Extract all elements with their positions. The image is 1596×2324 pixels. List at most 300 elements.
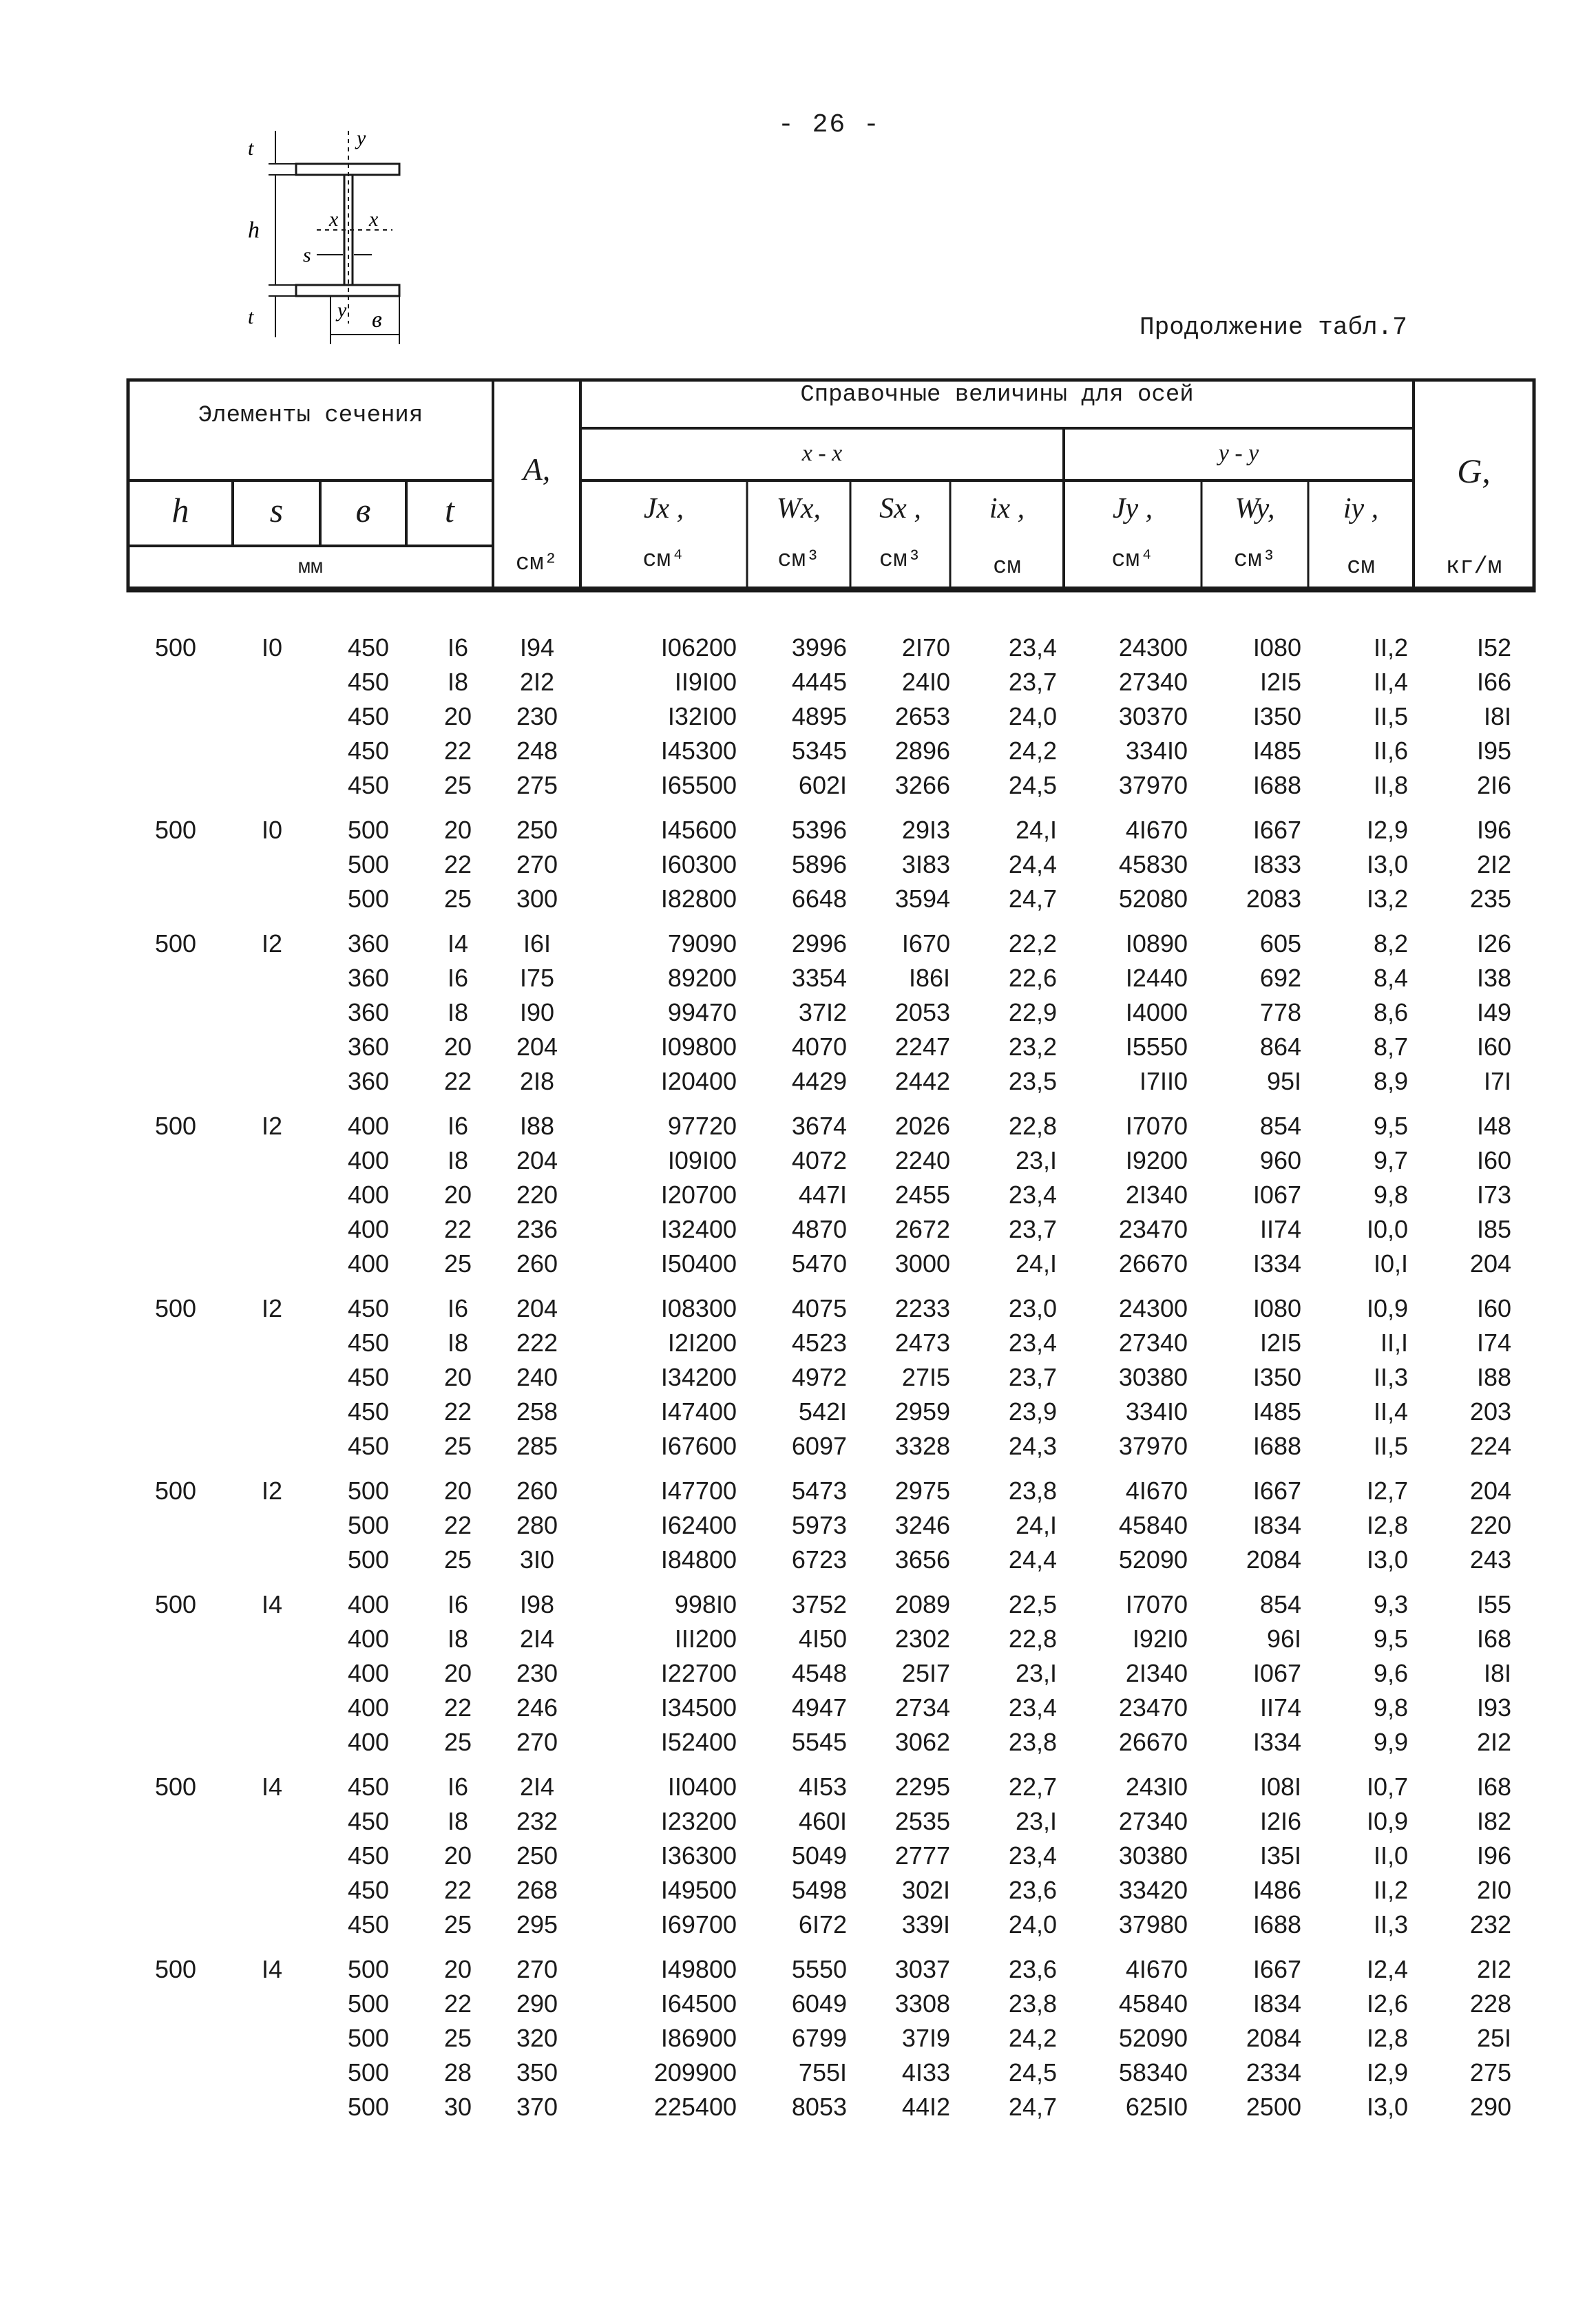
table-cell-Sx: 2535 <box>894 1807 950 1835</box>
table-cell-A: 280 <box>516 1511 558 1539</box>
table-cell-t: 22 <box>443 1397 472 1426</box>
table-cell-Jy: 30380 <box>1118 1363 1188 1391</box>
table-cell-t: I8 <box>447 1146 469 1174</box>
table-cell-Sx: 2026 <box>894 1112 950 1140</box>
table-cell-Jy: 243I0 <box>1125 1773 1188 1801</box>
table-cell-iy: II,I <box>1380 1329 1408 1357</box>
table-cell-Wx: 6799 <box>791 2024 847 2052</box>
group-s: I2 <box>261 1112 283 1140</box>
table-cell-t: I8 <box>447 1329 469 1357</box>
table-cell-ix: 22,7 <box>1008 1773 1057 1801</box>
table-cell-Jx: I49500 <box>660 1876 737 1904</box>
table-cell-Wy: I067 <box>1252 1659 1301 1687</box>
table-cell-A: 270 <box>516 1728 558 1756</box>
table-cell-t: I8 <box>447 1625 469 1653</box>
table-cell-A: I90 <box>519 998 555 1026</box>
table-cell-iy: 8,4 <box>1373 964 1408 992</box>
table-cell-A: I75 <box>519 964 555 992</box>
table-cell-Wy: 2083 <box>1246 885 1301 913</box>
table-cell-G: I60 <box>1476 1146 1511 1174</box>
table-cell-iy: II,6 <box>1373 737 1408 765</box>
table-cell-Jx: I86900 <box>660 2024 737 2052</box>
table-cell-t: 25 <box>443 885 472 913</box>
table-cell-Wx: 6648 <box>791 885 847 913</box>
header-iy: iy , <box>1343 493 1379 525</box>
table-cell-Jx: I69700 <box>660 1910 737 1939</box>
table-cell-G: I48 <box>1476 1112 1511 1140</box>
table-cell-ix: 24,2 <box>1008 737 1057 765</box>
table-cell-b: 500 <box>347 816 390 844</box>
table-cell-Jx: 209900 <box>653 2058 737 2087</box>
table-cell-b: 450 <box>347 771 390 799</box>
table-cell-iy: I0,7 <box>1366 1773 1408 1801</box>
table-cell-Sx: 3308 <box>894 1989 950 2018</box>
table-cell-iy: I2,8 <box>1366 1511 1408 1539</box>
table-cell-Sx: 3266 <box>894 771 950 799</box>
table-cell-Wx: 602I <box>798 771 847 799</box>
table-cell-iy: II,2 <box>1373 633 1408 662</box>
table-cell-iy: I0,9 <box>1366 1294 1408 1322</box>
table-cell-iy: II,5 <box>1373 1432 1408 1460</box>
table-cell-iy: I0,9 <box>1366 1807 1408 1835</box>
table-cell-Jy: I4000 <box>1125 998 1188 1026</box>
table-cell-Jy: 45830 <box>1118 850 1188 878</box>
group-s: I0 <box>261 816 283 844</box>
table-cell-iy: I3,0 <box>1366 2093 1408 2121</box>
group-h: 500 <box>154 816 197 844</box>
table-cell-A: 250 <box>516 1841 558 1870</box>
table-cell-ix: 23,7 <box>1008 1215 1057 1243</box>
table-cell-Jx: I20700 <box>660 1181 737 1209</box>
table-cell-ix: 23,6 <box>1008 1876 1057 1904</box>
table-cell-Jx: I45600 <box>660 816 737 844</box>
table-cell-iy: 9,7 <box>1373 1146 1408 1174</box>
table-cell-Wx: 5973 <box>791 1511 847 1539</box>
table-cell-Jx: 225400 <box>653 2093 737 2121</box>
table-cell-b: 500 <box>347 2093 390 2121</box>
table-cell-A: 220 <box>516 1181 558 1209</box>
table-cell-Sx: 3I83 <box>901 850 950 878</box>
table-cell-Wy: I2I6 <box>1259 1807 1301 1835</box>
table-cell-t: 22 <box>443 850 472 878</box>
table-cell-Jx: III200 <box>674 1625 737 1653</box>
table-cell-Jx: I23200 <box>660 1807 737 1835</box>
table-cell-A: 295 <box>516 1910 558 1939</box>
table-cell-A: 248 <box>516 737 558 765</box>
table-cell-G: I85 <box>1476 1215 1511 1243</box>
table-cell-b: 400 <box>347 1146 390 1174</box>
table-cell-Jy: 4I670 <box>1125 1477 1188 1505</box>
diagram-label-x-left: x <box>329 208 339 231</box>
table-cell-Jy: 334I0 <box>1125 737 1188 765</box>
table-cell-b: 400 <box>347 1625 390 1653</box>
table-cell-iy: 8,2 <box>1373 929 1408 958</box>
table-cell-Wx: 4445 <box>791 668 847 696</box>
table-cell-A: 204 <box>516 1033 558 1061</box>
table-cell-b: 450 <box>347 1773 390 1801</box>
table-cell-Jy: I92I0 <box>1132 1625 1188 1653</box>
table-cell-A: 240 <box>516 1363 558 1391</box>
table-cell-b: 360 <box>347 929 390 958</box>
table-cell-iy: 9,8 <box>1373 1693 1408 1722</box>
table-cell-iy: 9,9 <box>1373 1728 1408 1756</box>
table-cell-ix: 22,9 <box>1008 998 1057 1026</box>
table-cell-G: 228 <box>1469 1989 1511 2018</box>
table-cell-Jy: I2440 <box>1125 964 1188 992</box>
table-cell-Wy: 95I <box>1266 1067 1301 1095</box>
table-cell-Jy: 52090 <box>1118 1545 1188 1574</box>
table-cell-iy: II,3 <box>1373 1910 1408 1939</box>
table-cell-G: I38 <box>1476 964 1511 992</box>
table-cell-b: 450 <box>347 1294 390 1322</box>
table-cell-G: I82 <box>1476 1807 1511 1835</box>
header-axis-y: y - y <box>1218 441 1259 466</box>
table-cell-Jy: 26670 <box>1118 1728 1188 1756</box>
table-cell-ix: 24,7 <box>1008 885 1057 913</box>
table-cell-Sx: 2896 <box>894 737 950 765</box>
table-cell-iy: I2,7 <box>1366 1477 1408 1505</box>
table-cell-Jx: II0400 <box>667 1773 737 1801</box>
table-cell-t: 25 <box>443 1910 472 1939</box>
table-caption: Продолжение табл.7 <box>1140 313 1407 341</box>
table-cell-Jx: I34500 <box>660 1693 737 1722</box>
table-cell-Jx: I20400 <box>660 1067 737 1095</box>
table-cell-ix: 23,I <box>1015 1807 1057 1835</box>
table-cell-Jx: 97720 <box>667 1112 737 1140</box>
table-cell-b: 500 <box>347 1545 390 1574</box>
table-cell-Jy: I9200 <box>1125 1146 1188 1174</box>
table-cell-Wy: I486 <box>1252 1876 1301 1904</box>
table-cell-Sx: 2I70 <box>901 633 950 662</box>
table-cell-t: 20 <box>443 1477 472 1505</box>
table-cell-Sx: 2734 <box>894 1693 950 1722</box>
table-cell-Sx: 2975 <box>894 1477 950 1505</box>
header-unit-area: см² <box>515 551 558 577</box>
table-cell-b: 500 <box>347 850 390 878</box>
table-cell-Sx: 3246 <box>894 1511 950 1539</box>
table-cell-Jy: I7070 <box>1125 1112 1188 1140</box>
table-cell-Jx: 89200 <box>667 964 737 992</box>
table-cell-Wx: 4947 <box>791 1693 847 1722</box>
table-cell-G: I60 <box>1476 1033 1511 1061</box>
header-ix: ix , <box>989 493 1025 525</box>
table-cell-iy: I3,0 <box>1366 850 1408 878</box>
table-cell-Sx: 2959 <box>894 1397 950 1426</box>
table-cell-b: 450 <box>347 1363 390 1391</box>
table-cell-Jy: 37970 <box>1118 771 1188 799</box>
table-cell-t: 20 <box>443 1363 472 1391</box>
group-s: I2 <box>261 1294 283 1322</box>
diagram-label-y-bottom: y <box>337 299 347 321</box>
table-cell-Sx: 3000 <box>894 1249 950 1278</box>
table-cell-A: 270 <box>516 1955 558 1983</box>
table-cell-A: 222 <box>516 1329 558 1357</box>
table-cell-Wx: 4072 <box>791 1146 847 1174</box>
table-cell-t: I6 <box>447 1590 469 1618</box>
table-cell-t: 25 <box>443 1545 472 1574</box>
table-cell-G: 2I0 <box>1476 1876 1511 1904</box>
table-cell-Wx: 4070 <box>791 1033 847 1061</box>
table-cell-Wy: I667 <box>1252 1955 1301 1983</box>
table-cell-t: 22 <box>443 1511 472 1539</box>
table-cell-Wy: 692 <box>1259 964 1301 992</box>
table-cell-ix: 22,8 <box>1008 1625 1057 1653</box>
table-cell-b: 400 <box>347 1181 390 1209</box>
table-cell-Wy: 778 <box>1259 998 1301 1026</box>
table-cell-b: 450 <box>347 737 390 765</box>
table-cell-A: I6I <box>523 929 552 958</box>
table-cell-Jx: I08300 <box>660 1294 737 1322</box>
table-cell-Sx: 3328 <box>894 1432 950 1460</box>
table-cell-b: 450 <box>347 1329 390 1357</box>
table-cell-b: 450 <box>347 1397 390 1426</box>
table-cell-ix: 24,0 <box>1008 1910 1057 1939</box>
table-cell-t: I6 <box>447 1112 469 1140</box>
table-cell-b: 450 <box>347 633 390 662</box>
table-cell-Jy: 37970 <box>1118 1432 1188 1460</box>
table-cell-Sx: 37I9 <box>901 2024 950 2052</box>
header-b: в <box>355 491 371 529</box>
table-cell-b: 500 <box>347 1955 390 1983</box>
table-cell-ix: 23,7 <box>1008 1363 1057 1391</box>
table-cell-t: I6 <box>447 964 469 992</box>
table-cell-b: 400 <box>347 1215 390 1243</box>
table-cell-b: 400 <box>347 1728 390 1756</box>
table-cell-Sx: 2053 <box>894 998 950 1026</box>
table-cell-G: I7I <box>1483 1067 1511 1095</box>
table-cell-Jx: I2I200 <box>667 1329 737 1357</box>
table-cell-iy: 9,5 <box>1373 1112 1408 1140</box>
table-cell-Jx: I36300 <box>660 1841 737 1870</box>
table-cell-Sx: 2653 <box>894 702 950 730</box>
table-cell-Jy: 4I670 <box>1125 816 1188 844</box>
table-cell-Jx: I47400 <box>660 1397 737 1426</box>
table-cell-ix: 24,5 <box>1008 771 1057 799</box>
table-cell-A: 230 <box>516 1659 558 1687</box>
header-h: h <box>171 491 189 529</box>
table-cell-b: 500 <box>347 1477 390 1505</box>
table-cell-b: 500 <box>347 2024 390 2052</box>
table-cell-b: 450 <box>347 1876 390 1904</box>
table-cell-Wx: 3674 <box>791 1112 847 1140</box>
table-cell-G: 2I2 <box>1476 1955 1511 1983</box>
table-cell-Sx: 2473 <box>894 1329 950 1357</box>
table-cell-Jx: I32400 <box>660 1215 737 1243</box>
table-cell-b: 400 <box>347 1659 390 1687</box>
header-reference: Справочные величины для осей <box>800 382 1194 408</box>
table-cell-ix: 23,I <box>1015 1659 1057 1687</box>
header-t: t <box>445 491 454 529</box>
header-Sx: Sx , <box>879 493 921 525</box>
table-cell-b: 500 <box>347 885 390 913</box>
table-cell-ix: 23,I <box>1015 1146 1057 1174</box>
table-cell-ix: 24,2 <box>1008 2024 1057 2052</box>
table-cell-Jy: I5550 <box>1125 1033 1188 1061</box>
table-cell-G: I49 <box>1476 998 1511 1026</box>
table-cell-Sx: 2233 <box>894 1294 950 1322</box>
table-cell-Wx: 5345 <box>791 737 847 765</box>
table-cell-iy: I3,0 <box>1366 1545 1408 1574</box>
table-cell-A: 260 <box>516 1477 558 1505</box>
table-cell-t: 20 <box>443 1841 472 1870</box>
diagram-label-x-right: x <box>369 208 379 231</box>
table-cell-t: I6 <box>447 1773 469 1801</box>
table-cell-ix: 23,6 <box>1008 1955 1057 1983</box>
table-cell-Sx: 3594 <box>894 885 950 913</box>
table-cell-Wx: 5545 <box>791 1728 847 1756</box>
table-cell-A: I98 <box>519 1590 555 1618</box>
group-h: 500 <box>154 1590 197 1618</box>
table-cell-Jy: 52080 <box>1118 885 1188 913</box>
table-cell-Jx: I52400 <box>660 1728 737 1756</box>
table-cell-Jx: I49800 <box>660 1955 737 1983</box>
table-cell-Sx: 27I5 <box>901 1363 950 1391</box>
table-cell-A: 2I8 <box>519 1067 555 1095</box>
table-cell-Wx: 4870 <box>791 1215 847 1243</box>
table-cell-Jy: 45840 <box>1118 1989 1188 2018</box>
table-cell-Wy: I833 <box>1252 850 1301 878</box>
header-unit-Jy: см⁴ <box>1111 547 1154 573</box>
table-cell-Wx: 3996 <box>791 633 847 662</box>
table-cell-t: 20 <box>443 1659 472 1687</box>
table-cell-b: 400 <box>347 1590 390 1618</box>
table-cell-Jy: I0890 <box>1125 929 1188 958</box>
table-cell-t: 30 <box>443 2093 472 2121</box>
table-cell-A: 350 <box>516 2058 558 2087</box>
table-cell-G: 2I2 <box>1476 1728 1511 1756</box>
group-h: 500 <box>154 1955 197 1983</box>
table-cell-t: 22 <box>443 1876 472 1904</box>
group-s: I0 <box>261 633 283 662</box>
table-cell-ix: 23,4 <box>1008 1693 1057 1722</box>
table-cell-Wy: 854 <box>1259 1590 1301 1618</box>
table-cell-G: I73 <box>1476 1181 1511 1209</box>
table-cell-Jy: 45840 <box>1118 1511 1188 1539</box>
table-cell-t: 22 <box>443 737 472 765</box>
table-cell-b: 500 <box>347 1989 390 2018</box>
table-cell-A: 3I0 <box>519 1545 555 1574</box>
table-cell-Jy: 24300 <box>1118 1294 1188 1322</box>
table-cell-Wy: I080 <box>1252 633 1301 662</box>
table-cell-iy: I2,6 <box>1366 1989 1408 2018</box>
table-cell-A: 258 <box>516 1397 558 1426</box>
table-cell-Wx: 5550 <box>791 1955 847 1983</box>
table-cell-Wy: I688 <box>1252 1432 1301 1460</box>
table-cell-Wx: 5896 <box>791 850 847 878</box>
table-cell-ix: 23,5 <box>1008 1067 1057 1095</box>
group-h: 500 <box>154 1294 197 1322</box>
table-cell-b: 500 <box>347 1511 390 1539</box>
table-cell-Jy: 625I0 <box>1125 2093 1188 2121</box>
table-cell-iy: II,2 <box>1373 1876 1408 1904</box>
group-s: I2 <box>261 1477 283 1505</box>
table-cell-G: I68 <box>1476 1625 1511 1653</box>
group-s: I4 <box>261 1590 283 1618</box>
table-cell-Sx: I86I <box>908 964 950 992</box>
table-cell-G: 203 <box>1469 1397 1511 1426</box>
table-cell-Sx: 2442 <box>894 1067 950 1095</box>
header-axis-x: x - x <box>801 441 843 466</box>
table-cell-Wx: 8053 <box>791 2093 847 2121</box>
diagram-label-t-top: t <box>248 137 254 160</box>
table-cell-Wx: 5049 <box>791 1841 847 1870</box>
table-cell-Wy: I067 <box>1252 1181 1301 1209</box>
table-cell-A: 270 <box>516 850 558 878</box>
table-cell-G: 220 <box>1469 1511 1511 1539</box>
table-cell-Wx: 542I <box>798 1397 847 1426</box>
table-cell-Wy: I35I <box>1259 1841 1301 1870</box>
table-cell-Sx: 2240 <box>894 1146 950 1174</box>
diagram-label-t-bottom: t <box>248 306 254 328</box>
table-cell-t: I4 <box>447 929 469 958</box>
table-cell-Jx: I60300 <box>660 850 737 878</box>
table-cell-Jx: I32I00 <box>667 702 737 730</box>
table-cell-ix: 23,4 <box>1008 1181 1057 1209</box>
header-unit-mm: мм <box>297 556 323 580</box>
table-cell-Wx: 5470 <box>791 1249 847 1278</box>
table-cell-Sx: 25I7 <box>901 1659 950 1687</box>
table-cell-ix: 23,2 <box>1008 1033 1057 1061</box>
table-cell-G: 2I6 <box>1476 771 1511 799</box>
diagram-label-y: y <box>357 127 366 149</box>
table-cell-Wx: 6I72 <box>798 1910 847 1939</box>
table-cell-A: 300 <box>516 885 558 913</box>
table-cell-Jy: 52090 <box>1118 2024 1188 2052</box>
table-cell-Wx: 5498 <box>791 1876 847 1904</box>
table-cell-Wy: I334 <box>1252 1728 1301 1756</box>
table-cell-Wy: 854 <box>1259 1112 1301 1140</box>
table-cell-ix: 22,6 <box>1008 964 1057 992</box>
table-cell-Jx: 998I0 <box>674 1590 737 1618</box>
table-cell-b: 450 <box>347 1432 390 1460</box>
table-cell-t: I8 <box>447 1807 469 1835</box>
table-cell-ix: 23,8 <box>1008 1989 1057 2018</box>
table-cell-Wx: 4075 <box>791 1294 847 1322</box>
table-cell-t: 25 <box>443 1432 472 1460</box>
table-cell-Wy: I688 <box>1252 771 1301 799</box>
table-cell-Wy: II74 <box>1259 1215 1301 1243</box>
table-cell-iy: II,3 <box>1373 1363 1408 1391</box>
table-cell-G: I66 <box>1476 668 1511 696</box>
group-h: 500 <box>154 1112 197 1140</box>
table-cell-Sx: 2247 <box>894 1033 950 1061</box>
table-cell-iy: II,0 <box>1373 1841 1408 1870</box>
header-unit-Jx: см⁴ <box>642 547 685 573</box>
table-cell-Wx: 4895 <box>791 702 847 730</box>
table-cell-Jx: II9I00 <box>674 668 737 696</box>
table-cell-Jy: 26670 <box>1118 1249 1188 1278</box>
table-cell-G: 290 <box>1469 2093 1511 2121</box>
table-cell-iy: I2,8 <box>1366 2024 1408 2052</box>
table-cell-G: I55 <box>1476 1590 1511 1618</box>
table-cell-Jy: 27340 <box>1118 1329 1188 1357</box>
table-cell-iy: 8,9 <box>1373 1067 1408 1095</box>
table-cell-ix: 24,I <box>1015 1249 1057 1278</box>
table-cell-Jy: 27340 <box>1118 668 1188 696</box>
table-cell-Jx: I22700 <box>660 1659 737 1687</box>
table-cell-Wx: 2996 <box>791 929 847 958</box>
header-unit-Sx: см³ <box>879 547 922 573</box>
table-cell-Sx: 3062 <box>894 1728 950 1756</box>
group-h: 500 <box>154 633 197 662</box>
table-cell-Sx: 3037 <box>894 1955 950 1983</box>
table-cell-iy: I2,4 <box>1366 1955 1408 1983</box>
table-cell-Wy: I667 <box>1252 1477 1301 1505</box>
table-cell-Jx: I09800 <box>660 1033 737 1061</box>
header-Jy: Jy , <box>1112 493 1153 525</box>
table-cell-Wy: I334 <box>1252 1249 1301 1278</box>
table-cell-iy: 9,8 <box>1373 1181 1408 1209</box>
